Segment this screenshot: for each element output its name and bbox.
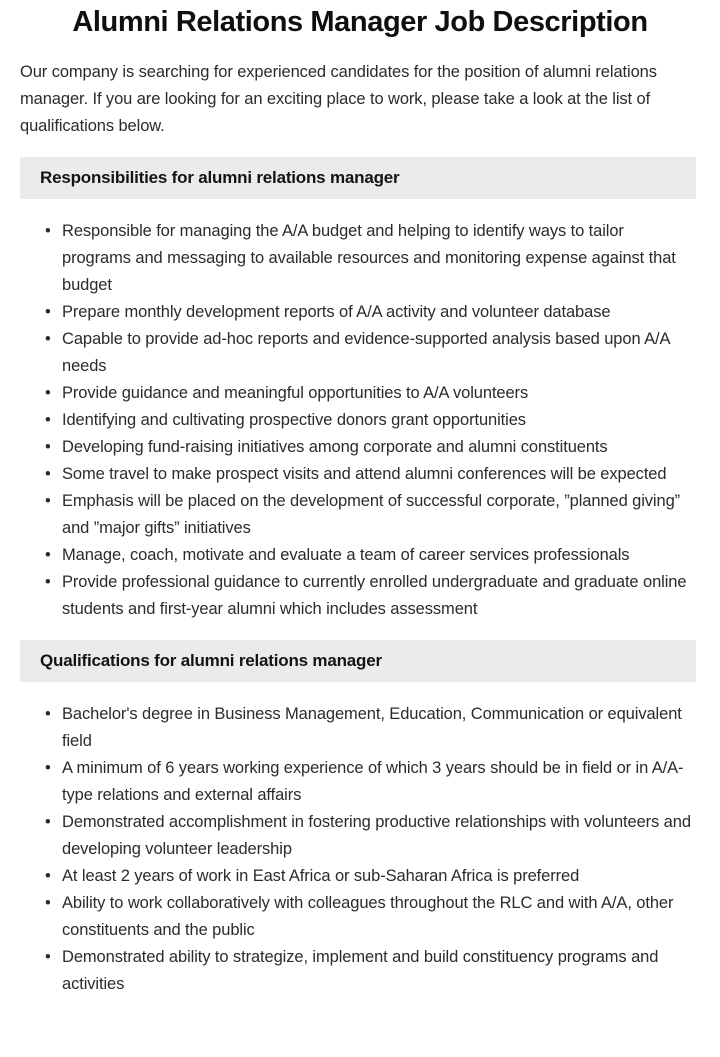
list-item: • A minimum of 6 years working experience of which 3 years should be in field or in A/A-type relations and external affairs [62, 755, 695, 809]
qualifications-section-header [20, 640, 696, 682]
list-item: • Provide professional guidance to currently enrolled undergraduate and graduate online students and first-year alumni which includes assessment [62, 569, 695, 623]
list-item: • Some travel to make prospect visits and attend alumni conferences will be expected [62, 461, 695, 488]
responsibilities-list [0, 218, 720, 623]
page-title: Alumni Relations Manager Job Description [72, 6, 648, 38]
list-item: • Responsible for managing the A/A budget and helping to identify ways to tailor programs and messaging to available resources and monitoring expense against that budget [62, 218, 695, 299]
intro-paragraph: Our company is searching for experienced candidates for the position of alumni relations manager. If you are looking for an exciting place to work, please take a look at the list of qualifications below. [20, 63, 657, 135]
list-item: • Provide guidance and meaningful opportunities to A/A volunteers [62, 380, 695, 407]
list-item: • Identifying and cultivating prospective donors grant opportunities [62, 407, 695, 434]
list-item: • Emphasis will be placed on the development of successful corporate, ”planned giving” and ”major gifts” initiatives [62, 488, 695, 542]
list-item: • Developing fund-raising initiatives among corporate and alumni constituents [62, 434, 695, 461]
list-item: • Prepare monthly development reports of A/A activity and volunteer database [62, 299, 695, 326]
list-item: • Manage, coach, motivate and evaluate a team of career services professionals [62, 542, 695, 569]
list-item: • At least 2 years of work in East Africa or sub-Saharan Africa is preferred [62, 863, 695, 890]
list-item: • Capable to provide ad-hoc reports and evidence-supported analysis based upon A/A needs [62, 326, 695, 380]
responsibilities-section-header [20, 157, 696, 199]
qualifications-heading: Qualifications for alumni relations manager [40, 651, 382, 670]
responsibilities-heading: Responsibilities for alumni relations manager [40, 168, 400, 187]
qualifications-list [0, 701, 720, 998]
list-item: • Bachelor's degree in Business Management, Education, Communication or equivalent field [62, 701, 695, 755]
list-item: • Demonstrated accomplishment in fostering productive relationships with volunteers and developing volunteer leadership [62, 809, 695, 863]
list-item: • Demonstrated ability to strategize, implement and build constituency programs and activities [62, 944, 695, 998]
list-item: • Ability to work collaboratively with colleagues throughout the RLC and with A/A, other constituents and the public [62, 890, 695, 944]
